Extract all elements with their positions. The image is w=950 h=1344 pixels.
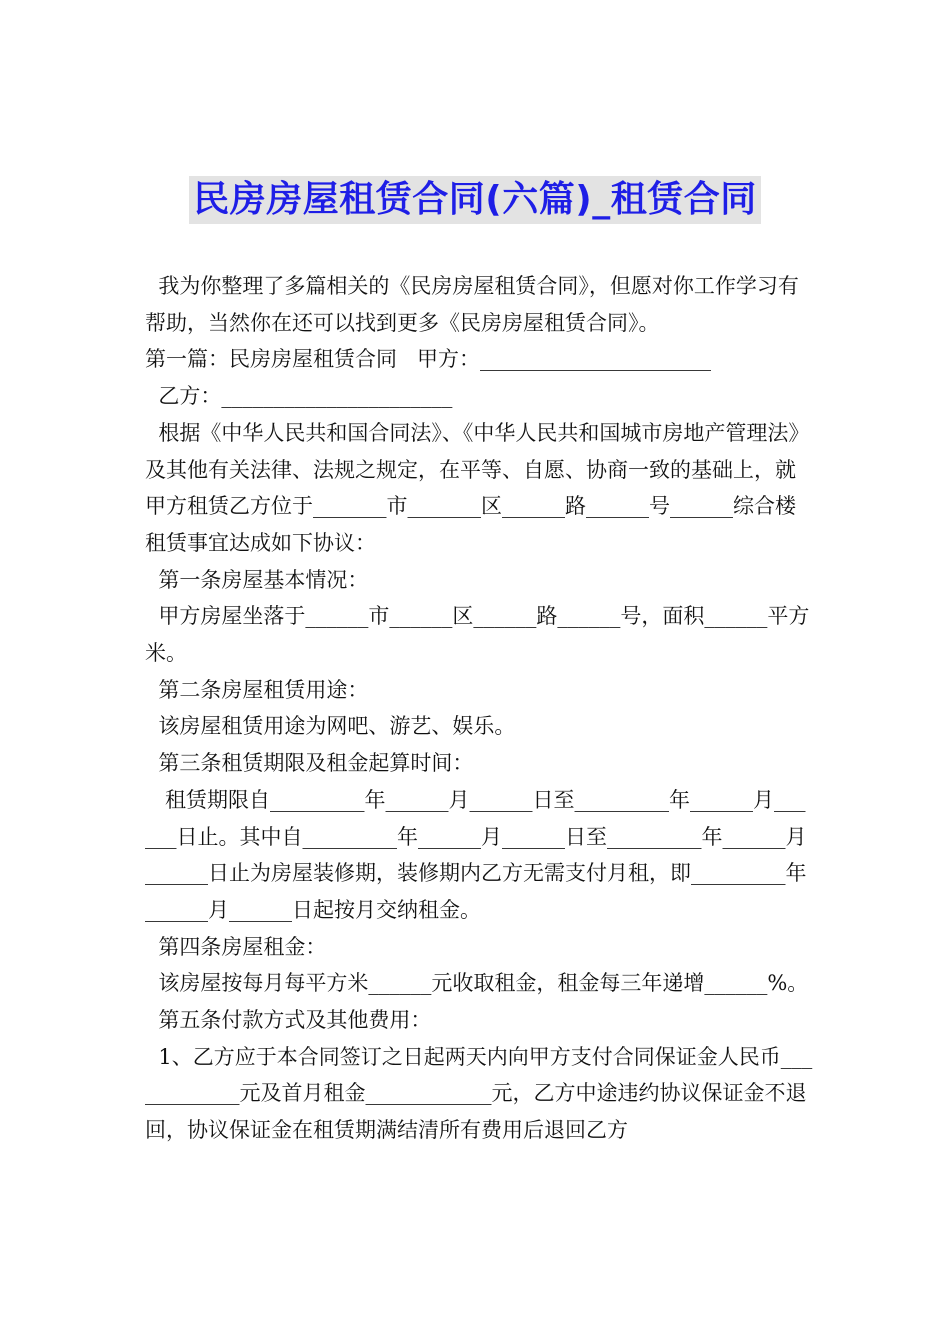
paragraph-article-5-item-1: 1、乙方应于本合同签订之日起两天内向甲方支付合同保证金人民币____________元及首月租金____________元，乙方中途违约协议保证金不退回，协议保证金在租赁期满结清所有费用后退回乙方 [145, 1044, 813, 1143]
heading-article-4: 第四条房屋租金： [145, 934, 327, 959]
paragraph-article-1: 甲方房屋坐落于______市______区______路______号，面积______平方米。 [145, 604, 810, 666]
heading-article-5: 第五条付款方式及其他费用： [145, 1008, 432, 1033]
paragraph-article-4: 该房屋按每月每平方米______元收取租金，租金每三年递增______%。 [145, 971, 809, 996]
document-title: 民房房屋租赁合同(六篇)_租赁合同 [189, 176, 760, 224]
paragraph-article-2: 该房屋租赁用途为网吧、游艺、娱乐。 [145, 714, 516, 739]
heading-article-1: 第一条房屋基本情况： [145, 567, 369, 592]
heading-article-2: 第二条房屋租赁用途： [145, 677, 369, 702]
heading-article-3: 第三条租赁期限及租金起算时间： [145, 751, 474, 776]
title-container [0, 176, 950, 224]
paragraph-intro: 我为你整理了多篇相关的《民房房屋租赁合同》，但愿对你工作学习有帮助，当然你在还可以找到更多《民房房屋租赁合同》。 [145, 274, 799, 335]
paragraph-article-3: 租赁期限自_________年______月______日至_________年______月______日止。其中自_________年______月______日至_________年______月______日止为房屋装修期，装修期内乙方无需支付月租，即_________年______月______日起按月交纳租金。 [145, 787, 807, 922]
document-body [145, 268, 813, 1149]
paragraph-party-b: 乙方：______________________ [145, 384, 453, 409]
paragraph-preamble: 根据《中华人民共和国合同法》、《中华人民共和国城市房地产管理法》及其他有关法律、法规之规定，在平等、自愿、协商一致的基础上，就甲方租赁乙方位于_______市_______区______路______号______综合楼租赁事宜达成如下协议： [145, 420, 810, 555]
paragraph-party-a: 第一篇：民房房屋租赁合同 甲方：______________________ [145, 347, 712, 372]
